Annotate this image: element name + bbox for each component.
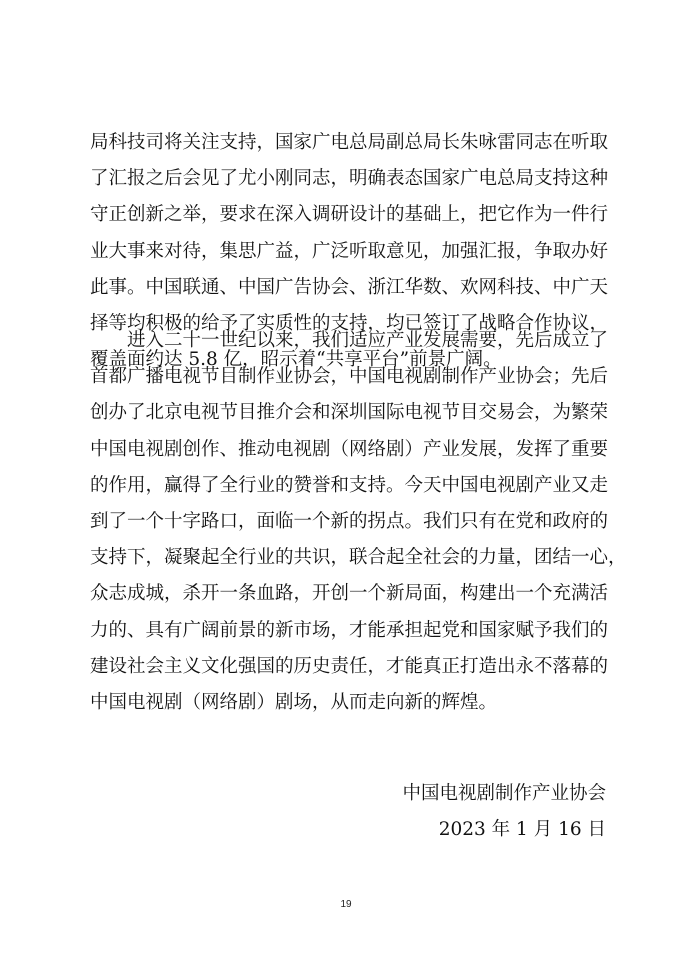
text-line: 建设社会主义文化强国的历史责任，才能真正打造出永不落幕的 <box>90 655 609 677</box>
text-line: 进入二十一世纪以来，我们适应产业发展需要，先后成立了 <box>90 330 609 351</box>
text-line: 此事。中国联通、中国广告协会、浙江华数、欢网科技、中广天 <box>90 276 609 298</box>
text-line: 力的、具有广阔前景的新市场，才能承担起党和国家赋予我们的 <box>90 619 609 641</box>
text-line: 了汇报之后会见了尤小刚同志，明确表态国家广电总局支持这种 <box>90 168 609 190</box>
text-line: 守正创新之举，要求在深入调研设计的基础上，把它作为一件行 <box>90 204 609 226</box>
signature-organization: 中国电视剧制作产业协会 <box>402 783 606 804</box>
text-line: 择等均积极的给予了实质性的支持，均已签订了战略合作协议， <box>90 313 609 335</box>
text-line: 局科技司将关注支持，国家广电总局副总局长朱咏雷同志在听取 <box>90 132 609 153</box>
paragraph-2 <box>90 323 627 721</box>
text-line: 覆盖面约达 5.8 亿，昭示着“共享平台”前景广阔。 <box>90 349 502 371</box>
text-line: 到了一个十字路口，面临一个新的拐点。我们只有在党和政府的 <box>90 511 609 533</box>
text-line: 支持下，凝聚起全行业的共识，联合起全社会的力量，团结一心， <box>90 547 627 569</box>
signature-date: 2023 年 1 月 16 日 <box>438 819 606 840</box>
page-number: 19 <box>340 899 352 910</box>
text-line: 业大事来对待，集思广益，广泛听取意见，加强汇报，争取办好 <box>90 240 609 262</box>
text-line: 首都广播电视节目制作业协会，中国电视剧制作产业协会；先后 <box>90 366 609 388</box>
text-line: 创办了北京电视节目推介会和深圳国际电视节目交易会，为繁荣 <box>90 402 609 424</box>
text-line: 中国电视剧（网络剧）剧场，从而走向新的辉煌。 <box>90 692 498 714</box>
text-line: 众志成城，杀开一条血路，开创一个新局面，构建出一个充满活 <box>90 583 609 605</box>
text-line: 的作用，赢得了全行业的赞誉和支持。今天中国电视剧产业又走 <box>90 474 609 496</box>
text-line: 中国电视剧创作、推动电视剧（网络剧）产业发展，发挥了重要 <box>90 438 609 460</box>
signature-block <box>402 776 606 848</box>
